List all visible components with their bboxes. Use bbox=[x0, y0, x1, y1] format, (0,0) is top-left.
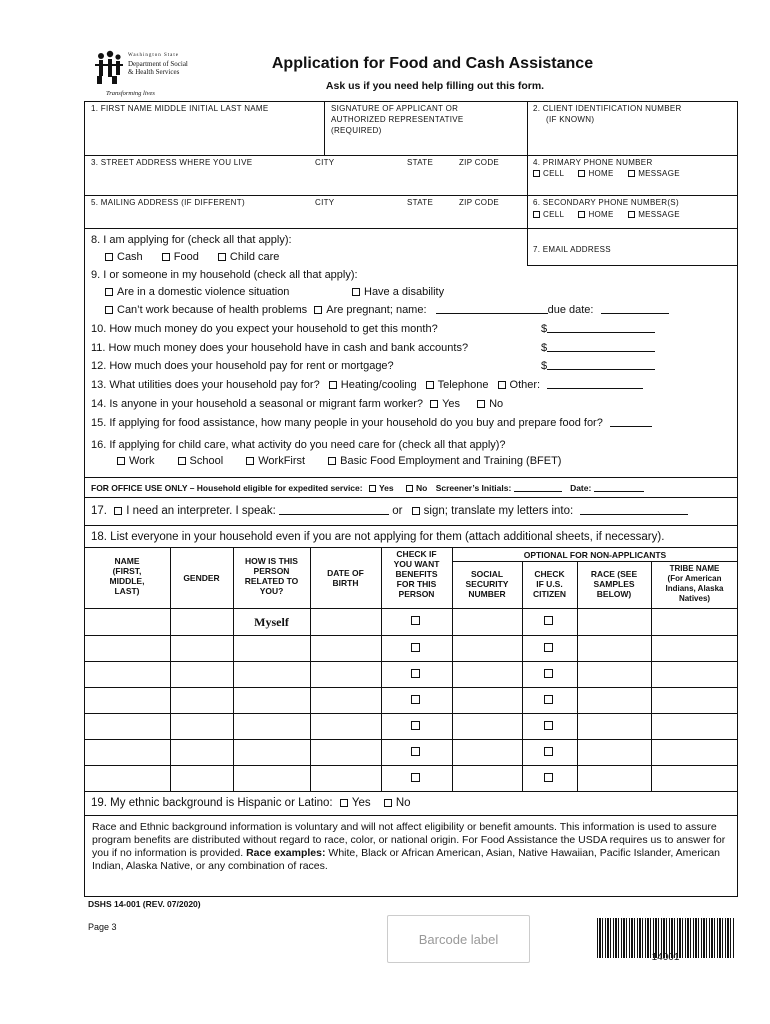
myself-cell: Myself bbox=[254, 615, 289, 629]
checkbox[interactable] bbox=[340, 799, 348, 807]
checkbox[interactable] bbox=[628, 170, 635, 177]
col-header-line: LAST) bbox=[114, 586, 140, 596]
checkbox[interactable] bbox=[246, 457, 254, 465]
col-race bbox=[577, 569, 651, 599]
q11-text: 11. How much money does your household have in cash and bank accounts? bbox=[91, 342, 469, 354]
checkbox[interactable] bbox=[218, 253, 226, 261]
signature-label bbox=[331, 103, 464, 136]
q9-text: 9. I or someone in my household (check all that apply): bbox=[91, 269, 358, 281]
q14-no: No bbox=[489, 398, 504, 410]
amount-field[interactable] bbox=[547, 323, 655, 333]
col-gender: GENDER bbox=[183, 573, 220, 583]
client-id-label-line: (IF KNOWN) bbox=[546, 115, 595, 124]
checkbox[interactable] bbox=[329, 381, 337, 389]
col-header-line: Indians, Alaska bbox=[665, 584, 724, 593]
col-header-line: BIRTH bbox=[332, 578, 359, 588]
col-header-line: YOU? bbox=[259, 586, 284, 596]
office-no: No bbox=[416, 483, 428, 493]
checkbox[interactable] bbox=[384, 799, 392, 807]
q15-row bbox=[91, 417, 652, 430]
checkbox[interactable] bbox=[162, 253, 170, 261]
col-header-line: (For American bbox=[667, 574, 722, 583]
city-label: CITY bbox=[315, 198, 335, 207]
checkbox[interactable] bbox=[578, 170, 585, 177]
dollar-sign: $ bbox=[541, 342, 548, 354]
col-header-line: NUMBER bbox=[468, 589, 506, 599]
race-paragraph-tail: White, Black or African American, Asian, Native Hawaiian, Pacific Islander, American Indian, Alaska Native, or any combination of races. bbox=[92, 847, 720, 872]
q16-option: School bbox=[189, 455, 224, 467]
col-header-line: SAMPLES bbox=[593, 579, 635, 589]
street-address-label: 3. STREET ADDRESS WHERE YOU LIVE bbox=[91, 158, 253, 167]
q19-yes: Yes bbox=[351, 797, 371, 809]
q16-options bbox=[117, 455, 561, 468]
q17-row bbox=[91, 505, 688, 518]
q9-due-label: due date: bbox=[547, 304, 594, 316]
signature-label-line: SIGNATURE OF APPLICANT OR bbox=[331, 104, 459, 113]
office-date-field[interactable] bbox=[594, 484, 644, 492]
phone-option: MESSAGE bbox=[638, 169, 680, 178]
col-header-line: MIDDLE, bbox=[109, 576, 145, 586]
checkbox[interactable] bbox=[105, 253, 113, 261]
col-ssn bbox=[452, 569, 522, 599]
benefits-checkbox[interactable] bbox=[411, 721, 420, 730]
checkbox[interactable] bbox=[412, 507, 420, 515]
logo-line: & Health Services bbox=[128, 68, 180, 76]
logo-line: Department of Social bbox=[128, 60, 188, 68]
col-header-line: RELATED TO bbox=[244, 576, 299, 586]
q16-text: 16. If applying for child care, what activity do you need care for (check all that apply)? bbox=[91, 439, 506, 451]
col-header-line: TRIBE NAME bbox=[669, 564, 720, 573]
benefits-checkbox[interactable] bbox=[411, 616, 420, 625]
col-related bbox=[233, 556, 310, 596]
col-header-line: DATE OF bbox=[327, 568, 364, 578]
q16-option: Basic Food Employment and Training (BFET) bbox=[340, 455, 562, 467]
phone-option: HOME bbox=[588, 210, 614, 219]
amount-field[interactable] bbox=[547, 360, 655, 370]
q8-option: Child care bbox=[229, 251, 280, 263]
col-header-line: CHECK bbox=[534, 569, 565, 579]
race-paragraph-main: Race and Ethnic background information is voluntary and will not affect eligibility or benefit amounts. This information is used to assure program benefits are distributed without regard to race, color, or national origin. For Food Assistance the USDA requires us to answer for you if no information is provided. bbox=[92, 821, 726, 859]
due-date-field[interactable] bbox=[601, 304, 669, 314]
phone-option: MESSAGE bbox=[638, 210, 680, 219]
col-citizen bbox=[522, 569, 577, 599]
other-utility-field[interactable] bbox=[547, 379, 643, 389]
q13-option: Other: bbox=[509, 379, 541, 391]
household-size-field[interactable] bbox=[610, 417, 652, 427]
q9-option-label: Are pregnant; name: bbox=[326, 304, 427, 316]
q9-option-label: Have a disability bbox=[364, 286, 445, 298]
col-header-line: BENEFITS bbox=[395, 569, 438, 579]
col-header-line: IF U.S. bbox=[536, 579, 563, 589]
name-field[interactable] bbox=[88, 116, 320, 152]
q14-text: 14. Is anyone in your household a seasonal or migrant farm worker? bbox=[91, 398, 424, 410]
checkbox[interactable] bbox=[628, 211, 635, 218]
q8-option: Food bbox=[173, 251, 199, 263]
q13-text: 13. What utilities does your household pay for? bbox=[91, 379, 320, 391]
pregnant-name-field[interactable] bbox=[436, 304, 548, 314]
col-header-line: PERSON bbox=[253, 566, 290, 576]
first-name-label: 1. FIRST NAME MIDDLE INITIAL LAST NAME bbox=[91, 104, 269, 113]
q9-option bbox=[105, 304, 669, 317]
checkbox[interactable] bbox=[426, 381, 434, 389]
page-subtitle: Ask us if you need help filling out this form. bbox=[325, 80, 545, 92]
citizen-checkbox[interactable] bbox=[544, 773, 553, 782]
checkbox[interactable] bbox=[105, 306, 113, 314]
checkbox[interactable] bbox=[178, 457, 186, 465]
checkbox[interactable] bbox=[114, 507, 122, 515]
citizen-checkbox[interactable] bbox=[544, 695, 553, 704]
client-id-label-line: 2. CLIENT IDENTIFICATION NUMBER bbox=[533, 104, 682, 113]
screener-label: Screener’s Initials: bbox=[435, 483, 512, 493]
benefits-checkbox[interactable] bbox=[411, 695, 420, 704]
q19-row bbox=[91, 797, 411, 810]
screener-initials-field[interactable] bbox=[514, 484, 562, 492]
col-header-line: FOR THIS bbox=[396, 579, 437, 589]
dollar-sign: $ bbox=[541, 323, 548, 335]
col-header-line: CITIZEN bbox=[532, 589, 567, 599]
q16-option: WorkFirst bbox=[258, 455, 306, 467]
q9-option bbox=[105, 286, 289, 299]
col-name bbox=[84, 556, 170, 596]
optional-header: OPTIONAL FOR NON-APPLICANTS bbox=[523, 550, 667, 560]
phone-option: CELL bbox=[543, 210, 564, 219]
q13-option: Heating/cooling bbox=[340, 379, 417, 391]
state-label: STATE bbox=[407, 158, 434, 167]
q13-option: Telephone bbox=[437, 379, 489, 391]
city-label: CITY bbox=[315, 158, 335, 167]
secondary-phone-label: 6. SECONDARY PHONE NUMBER(S) bbox=[533, 198, 679, 207]
checkbox[interactable] bbox=[406, 485, 413, 492]
col-header-line: NAME bbox=[114, 556, 140, 566]
q14-row bbox=[91, 398, 503, 411]
q10-text: 10. How much money do you expect your household to get this month? bbox=[91, 323, 438, 335]
signature-label-line: AUTHORIZED REPRESENTATIVE bbox=[331, 115, 464, 124]
q8-text: 8. I am applying for (check all that apply): bbox=[91, 234, 292, 246]
race-examples-label: Race examples: bbox=[246, 847, 326, 859]
q17-number: 17. bbox=[91, 505, 107, 517]
citizen-checkbox[interactable] bbox=[544, 669, 553, 678]
checkbox[interactable] bbox=[533, 170, 540, 177]
q12-amount bbox=[541, 360, 655, 373]
checkbox[interactable] bbox=[105, 288, 113, 296]
checkbox[interactable] bbox=[533, 211, 540, 218]
q10-amount bbox=[541, 323, 655, 336]
col-header-line: SOCIAL bbox=[470, 569, 504, 579]
zip-label: ZIP CODE bbox=[459, 198, 500, 207]
signature-label-line: (REQUIRED) bbox=[331, 126, 382, 135]
checkbox[interactable] bbox=[117, 457, 125, 465]
checkbox[interactable] bbox=[328, 457, 336, 465]
page-number: Page 3 bbox=[88, 922, 117, 932]
language-field[interactable] bbox=[279, 505, 389, 515]
logo-tagline: Transforming lives bbox=[106, 90, 155, 97]
primary-phone-options bbox=[533, 168, 680, 179]
dollar-sign: $ bbox=[541, 360, 548, 372]
barcode-label-box: Barcode label bbox=[387, 915, 530, 963]
checkbox[interactable] bbox=[352, 288, 360, 296]
office-date-label: Date: bbox=[570, 483, 592, 493]
col-header-line: SECURITY bbox=[465, 579, 509, 589]
citizen-checkbox[interactable] bbox=[544, 747, 553, 756]
zip-label: ZIP CODE bbox=[459, 158, 500, 167]
state-label: STATE bbox=[407, 198, 434, 207]
mailing-address-label: 5. MAILING ADDRESS (IF DIFFERENT) bbox=[91, 198, 245, 207]
phone-option: CELL bbox=[543, 169, 564, 178]
page-title: Application for Food and Cash Assistance bbox=[271, 55, 594, 72]
col-header-line: BELOW) bbox=[596, 589, 632, 599]
q8-option: Cash bbox=[117, 251, 143, 263]
checkbox[interactable] bbox=[477, 400, 485, 408]
secondary-phone-options bbox=[533, 209, 680, 220]
q17-or: or bbox=[392, 505, 403, 517]
checkbox[interactable] bbox=[498, 381, 506, 389]
col-header-line: (FIRST, bbox=[112, 566, 142, 576]
col-header-line: PERSON bbox=[398, 589, 435, 599]
q19-no: No bbox=[395, 797, 411, 809]
checkbox[interactable] bbox=[578, 211, 585, 218]
primary-phone-label: 4. PRIMARY PHONE NUMBER bbox=[533, 158, 653, 167]
benefits-checkbox[interactable] bbox=[411, 747, 420, 756]
office-use-label: FOR OFFICE USE ONLY – Household eligible for expedited service: bbox=[91, 483, 363, 493]
form-id: DSHS 14-001 (REV. 07/2020) bbox=[88, 899, 201, 909]
translate-language-field[interactable] bbox=[580, 505, 688, 515]
q13-row bbox=[91, 379, 643, 392]
office-use-row bbox=[91, 483, 644, 493]
col-tribe bbox=[651, 564, 738, 604]
col-header-line: RACE (SEE bbox=[590, 569, 638, 579]
q8-options bbox=[105, 251, 279, 264]
benefits-checkbox[interactable] bbox=[411, 643, 420, 652]
client-id-label bbox=[533, 103, 682, 125]
office-yes: Yes bbox=[378, 483, 394, 493]
checkbox[interactable] bbox=[430, 400, 438, 408]
q9-option-label: Can’t work because of health problems bbox=[117, 304, 308, 316]
q19-text: 19. My ethnic background is Hispanic or Latino: bbox=[91, 797, 333, 809]
q18-text: 18. List everyone in your household even if you are not applying for them (attach additional sheets, if necessary). bbox=[91, 531, 665, 543]
citizen-checkbox[interactable] bbox=[544, 616, 553, 625]
citizen-checkbox[interactable] bbox=[544, 643, 553, 652]
checkbox[interactable] bbox=[314, 306, 322, 314]
col-header-line: YOU WANT bbox=[393, 559, 440, 569]
logo-line: Washington State bbox=[128, 53, 180, 58]
col-header-line: CHECK IF bbox=[396, 549, 437, 559]
race-ethnic-paragraph bbox=[92, 821, 737, 873]
citizen-checkbox[interactable] bbox=[544, 721, 553, 730]
col-header-line: Natives) bbox=[678, 594, 711, 603]
col-check-benefits bbox=[381, 549, 452, 599]
q11-amount bbox=[541, 342, 655, 355]
q17-interpreter-text: I need an interpreter. I speak: bbox=[126, 505, 276, 517]
q17-translate-text: sign; translate my letters into: bbox=[423, 505, 574, 517]
q16-option: Work bbox=[129, 455, 155, 467]
phone-option: HOME bbox=[588, 169, 614, 178]
barcode-number: 14001 bbox=[651, 952, 680, 963]
q12-text: 12. How much does your household pay for rent or mortgage? bbox=[91, 360, 394, 372]
q14-yes: Yes bbox=[442, 398, 461, 410]
col-header-line: HOW IS THIS bbox=[245, 556, 298, 566]
checkbox[interactable] bbox=[369, 485, 376, 492]
benefits-checkbox[interactable] bbox=[411, 773, 420, 782]
benefits-checkbox[interactable] bbox=[411, 669, 420, 678]
q9-option-label: Are in a domestic violence situation bbox=[117, 286, 290, 298]
col-dob bbox=[310, 568, 381, 588]
email-label: 7. EMAIL ADDRESS bbox=[533, 245, 611, 254]
q9-option bbox=[352, 286, 444, 299]
amount-field[interactable] bbox=[547, 342, 655, 352]
q15-text: 15. If applying for food assistance, how many people in your household do you buy and prepare food for? bbox=[91, 417, 603, 429]
